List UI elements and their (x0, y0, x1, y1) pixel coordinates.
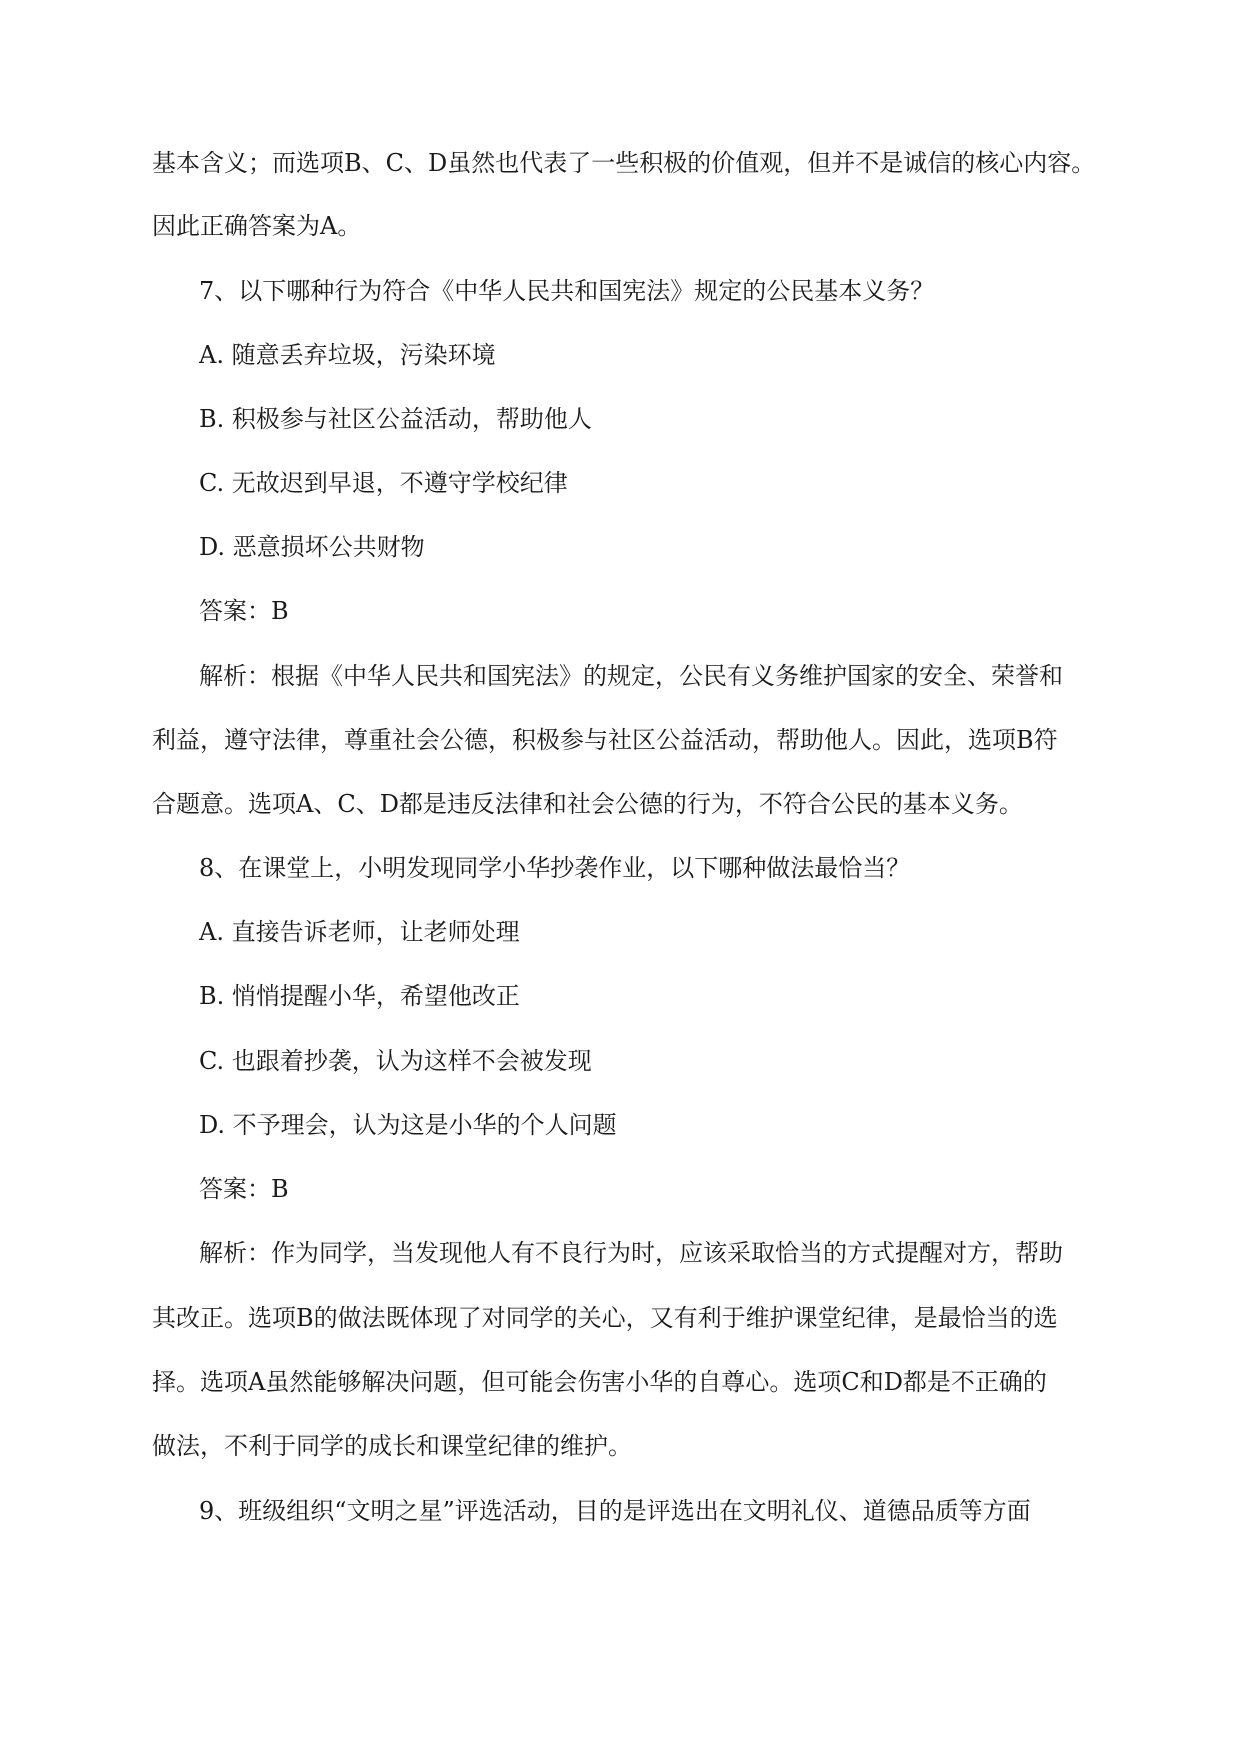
text-line: 择。选项A虽然能够解决问题，但可能会伤害小华的自尊心。选项C和D都是不正确的 (152, 1368, 1047, 1396)
text-line: 做法，不利于同学的成长和课堂纪律的维护。 (152, 1432, 632, 1460)
question-9: 9、班级组织“文明之星”评选活动，目的是评选出在文明礼仪、道德品质等方面 (199, 1497, 1031, 1525)
analysis: 解析：根据《中华人民共和国宪法》的规定，公民有义务维护国家的安全、荣誉和 (199, 662, 1063, 690)
answer: 答案：B (199, 1175, 289, 1203)
option-a: A. 直接告诉老师，让老师处理 (199, 918, 520, 946)
text-line: 因此正确答案为A。 (152, 212, 362, 240)
question-7: 7、以下哪种行为符合《中华人民共和国宪法》规定的公民基本义务？ (199, 277, 935, 305)
text-line: 其改正。选项B的做法既体现了对同学的关心，又有利于维护课堂纪律，是最恰当的选 (152, 1304, 1058, 1332)
text-line: 利益，遵守法律，尊重社会公德，积极参与社区公益活动，帮助他人。因此，选项B符 (152, 726, 1058, 754)
analysis: 解析：作为同学，当发现他人有不良行为时，应该采取恰当的方式提醒对方，帮助 (199, 1239, 1063, 1267)
option-c: C. 也跟着抄袭，认为这样不会被发现 (199, 1047, 592, 1075)
option-d: D. 不予理会，认为这是小华的个人问题 (199, 1111, 617, 1139)
option-a: A. 随意丢弃垃圾，污染环境 (199, 341, 496, 369)
option-b: B. 积极参与社区公益活动，帮助他人 (199, 405, 592, 433)
text-line: 基本含义；而选项B、C、D虽然也代表了一些积极的价值观，但并不是诚信的核心内容。 (152, 149, 1096, 177)
option-d: D. 恶意损坏公共财物 (199, 533, 425, 561)
question-8: 8、在课堂上，小明发现同学小华抄袭作业，以下哪种做法最恰当？ (199, 854, 911, 882)
text-line: 合题意。选项A、C、D都是违反法律和社会公德的行为，不符合公民的基本义务。 (152, 790, 1023, 818)
answer: 答案：B (199, 597, 289, 625)
option-b: B. 悄悄提醒小华，希望他改正 (199, 982, 520, 1010)
option-c: C. 无故迟到早退，不遵守学校纪律 (199, 469, 568, 497)
